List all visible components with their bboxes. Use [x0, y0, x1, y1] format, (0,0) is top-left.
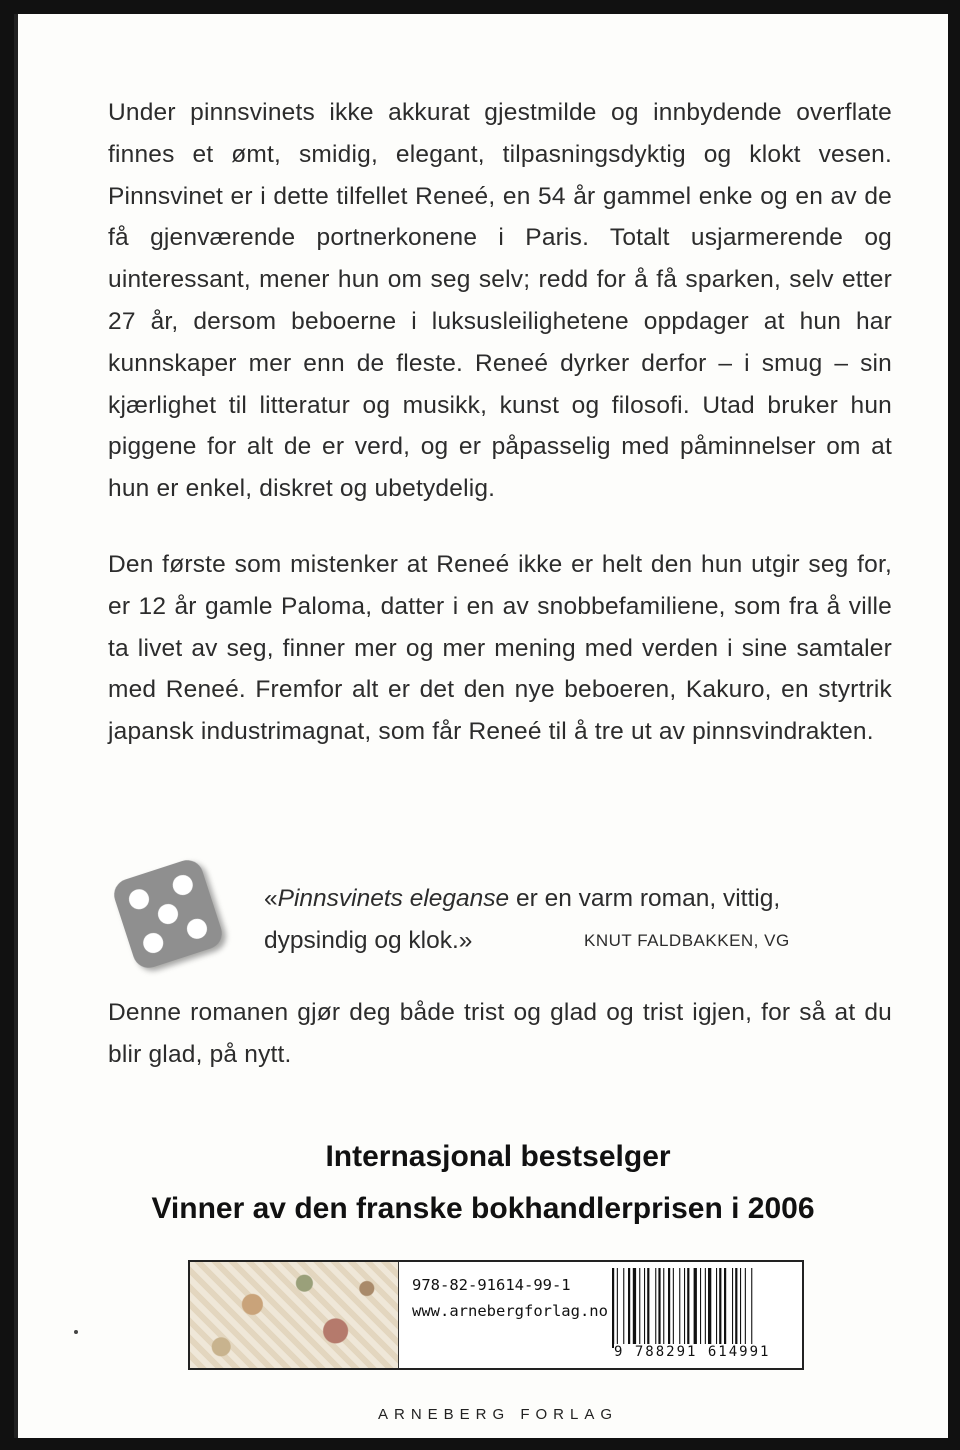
blurb-paragraph-1: Under pinnsvinets ikke akkurat gjestmilde og innbydende overflate finnes et ømt, smidig, elegant, tilpasningsdyktig og klokt vesen. Pinnsvinet er i dette tilfellet Reneé, en 54 år gammel enke og en av de få gjenværende portnerkonene i Paris. Totalt usjarmerende og uinteressant, mener hun om seg selv; redd for å få sparken, selv etter 27 år, dersom beboerne i luksusleilighetene oppdager at hun har kunnskaper mer enn de fleste. Reneé dyrker derfor – i smug – sin kjærlighet til litteratur og musikk, kunst og filosofi. Utad bruker hun piggene for alt de er verd, og er påpasselig med påminnelser om at hun er enkel, diskret og ubetydelig. [108, 99, 892, 503]
review-line-1 [264, 878, 884, 920]
publisher-website: www.arnebergforlag.no [412, 1302, 608, 1320]
floral-pattern-image [190, 1262, 399, 1368]
headline-award: Vinner av den franske bokhandlerprisen i 2006 [151, 1192, 815, 1225]
headline-bestseller: Internasjonal bestselger [325, 1140, 671, 1173]
isbn-block [412, 1272, 608, 1324]
barcode-digits: 9 788291 614991 [614, 1344, 798, 1360]
isbn-number: 978-82-91614-99-1 [412, 1276, 571, 1294]
publisher-name: ARNEBERG FORLAG [377, 1406, 619, 1423]
blurb-paragraph-2: Den første som mistenker at Reneé ikke er helt den hun utgir seg for, er 12 år gamle Paloma, datter i en av snobbefamiliene, som fra å ville ta livet av seg, finner mer og mer mening med verden i sine samtaler med Reneé. Fremfor alt er det den nye beboeren, Kakuro, en styrtrik japansk industrimagnat, som får Reneé til å tre ut av pinnsvindrakten. [108, 551, 892, 746]
review-quote [264, 878, 884, 962]
quote-open-mark: « [264, 885, 278, 912]
review-text-1: er en varm roman, vittig, [509, 885, 781, 912]
review-book-title: Pinnsvinets eleganse [277, 885, 510, 912]
decorative-dot [74, 1330, 78, 1334]
blurb-paragraph-3: Denne romanen gjør deg både trist og glad og trist igjen, for så at du blir glad, på nytt. [108, 999, 892, 1068]
dice-icon [105, 851, 231, 977]
barcode-box [188, 1260, 804, 1370]
review-source: KNUT FALDBAKKEN, VG [584, 931, 790, 950]
review-text-2: dypsindig og klok.» [264, 927, 473, 954]
book-back-cover [14, 14, 948, 1438]
